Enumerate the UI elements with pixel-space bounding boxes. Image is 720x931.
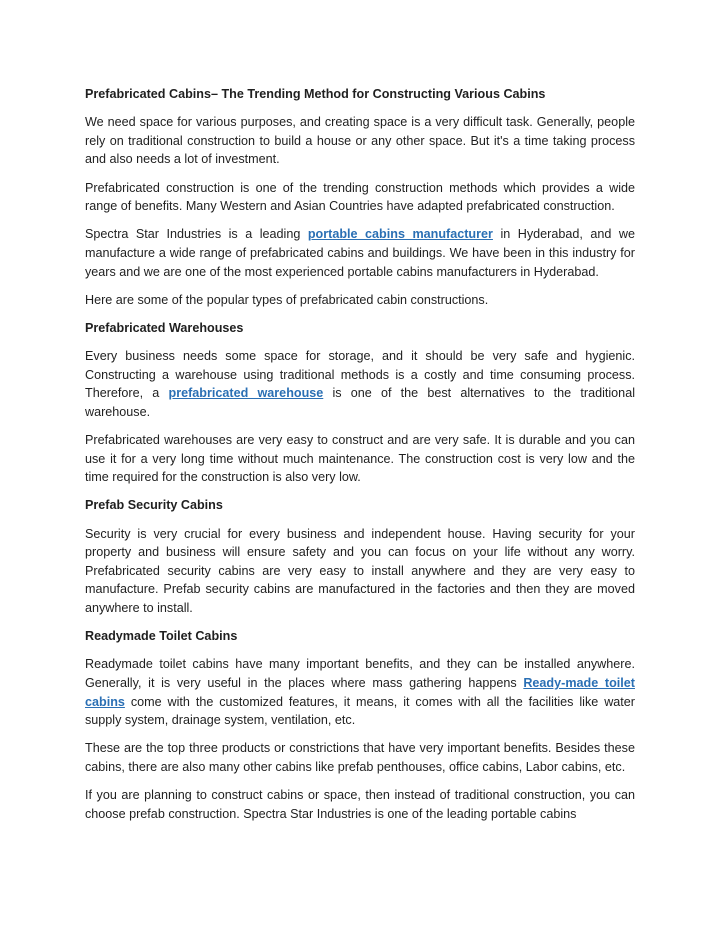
paragraph-text: in Hyderabad, and we manufacture a wide range of prefabricated cabins and buildings. We have been in this industry for years and we are one of the most experienced portable cabins manufacturers in Hyderabad. xyxy=(85,227,635,279)
portable-cabins-manufacturer-link[interactable]: portable cabins manufacturer xyxy=(307,227,493,242)
paragraph-warehouse-intro xyxy=(85,347,635,421)
paragraph-prefab-construction: Prefabricated construction is one of the trending construction methods which provides a wide range of benefits. Many Western and Asian Countries have adapted prefabricated construction. xyxy=(85,180,635,214)
paragraph-text: is one of the best alternatives to the traditional warehouse. xyxy=(85,386,635,419)
paragraph-closing: If you are planning to construct cabins or space, then instead of traditional construction, you can choose prefab construction. Spectra Star Industries is one of the leading portable cabins xyxy=(85,788,635,821)
ready-made-toilet-cabins-link[interactable]: Ready-made toilet cabins xyxy=(85,675,635,709)
paragraph-warehouse-benefits: Prefabricated warehouses are very easy to construct and are very safe. It is durable and you can use it for a very long time without much maintenance. The construction cost is very low and the time required for the construction is also very low. xyxy=(85,433,635,485)
document-page xyxy=(85,85,635,833)
heading-prefab-security-cabins: Prefab Security Cabins xyxy=(85,498,223,513)
paragraph-intro: We need space for various purposes, and creating space is a very difficult task. Generally, people rely on traditional construction to build a house or any other space. But it's a time taking process and also needs a lot of investment. xyxy=(85,115,635,167)
paragraph-toilet-cabins xyxy=(85,655,635,729)
paragraph-top-three: These are the top three products or constrictions that have very important benefits. Besides these cabins, there are also many other cabins like prefab penthouses, office cabins, Labor cabins, etc. xyxy=(85,741,635,774)
prefabricated-warehouse-link[interactable]: prefabricated warehouse xyxy=(168,386,324,401)
paragraph-text: Readymade toilet cabins have many important benefits, and they can be installed anywhere. Generally, it is very useful in the places where mass gathering happens xyxy=(85,657,635,690)
paragraph-popular-types: Here are some of the popular types of prefabricated cabin constructions. xyxy=(85,292,489,307)
heading-prefabricated-warehouses: Prefabricated Warehouses xyxy=(85,320,244,335)
paragraph-text: Spectra Star Industries is a leading xyxy=(85,227,308,242)
paragraph-spectra-star xyxy=(85,225,635,281)
paragraph-text: Every business needs some space for storage, and it should be very safe and hygienic. Constructing a warehouse using traditional methods is a costly and time consuming process. Therefore, a xyxy=(85,349,635,401)
heading-readymade-toilet-cabins: Readymade Toilet Cabins xyxy=(85,629,238,644)
document-title: Prefabricated Cabins– The Trending Method for Constructing Various Cabins xyxy=(85,87,546,101)
paragraph-text: come with the customized features, it means, it comes with all the facilities like water supply system, drainage system, ventilation, etc. xyxy=(85,694,635,728)
paragraph-security-cabins: Security is very crucial for every business and independent house. Having security for your property and business will ensure safety and you can focus on your life without any worry. Prefabricated security cabins are very easy to install anywhere and they are very easy to manufacture. Prefab security cabins are manufactured in the factories and then they are moved anywhere to install. xyxy=(85,526,635,615)
